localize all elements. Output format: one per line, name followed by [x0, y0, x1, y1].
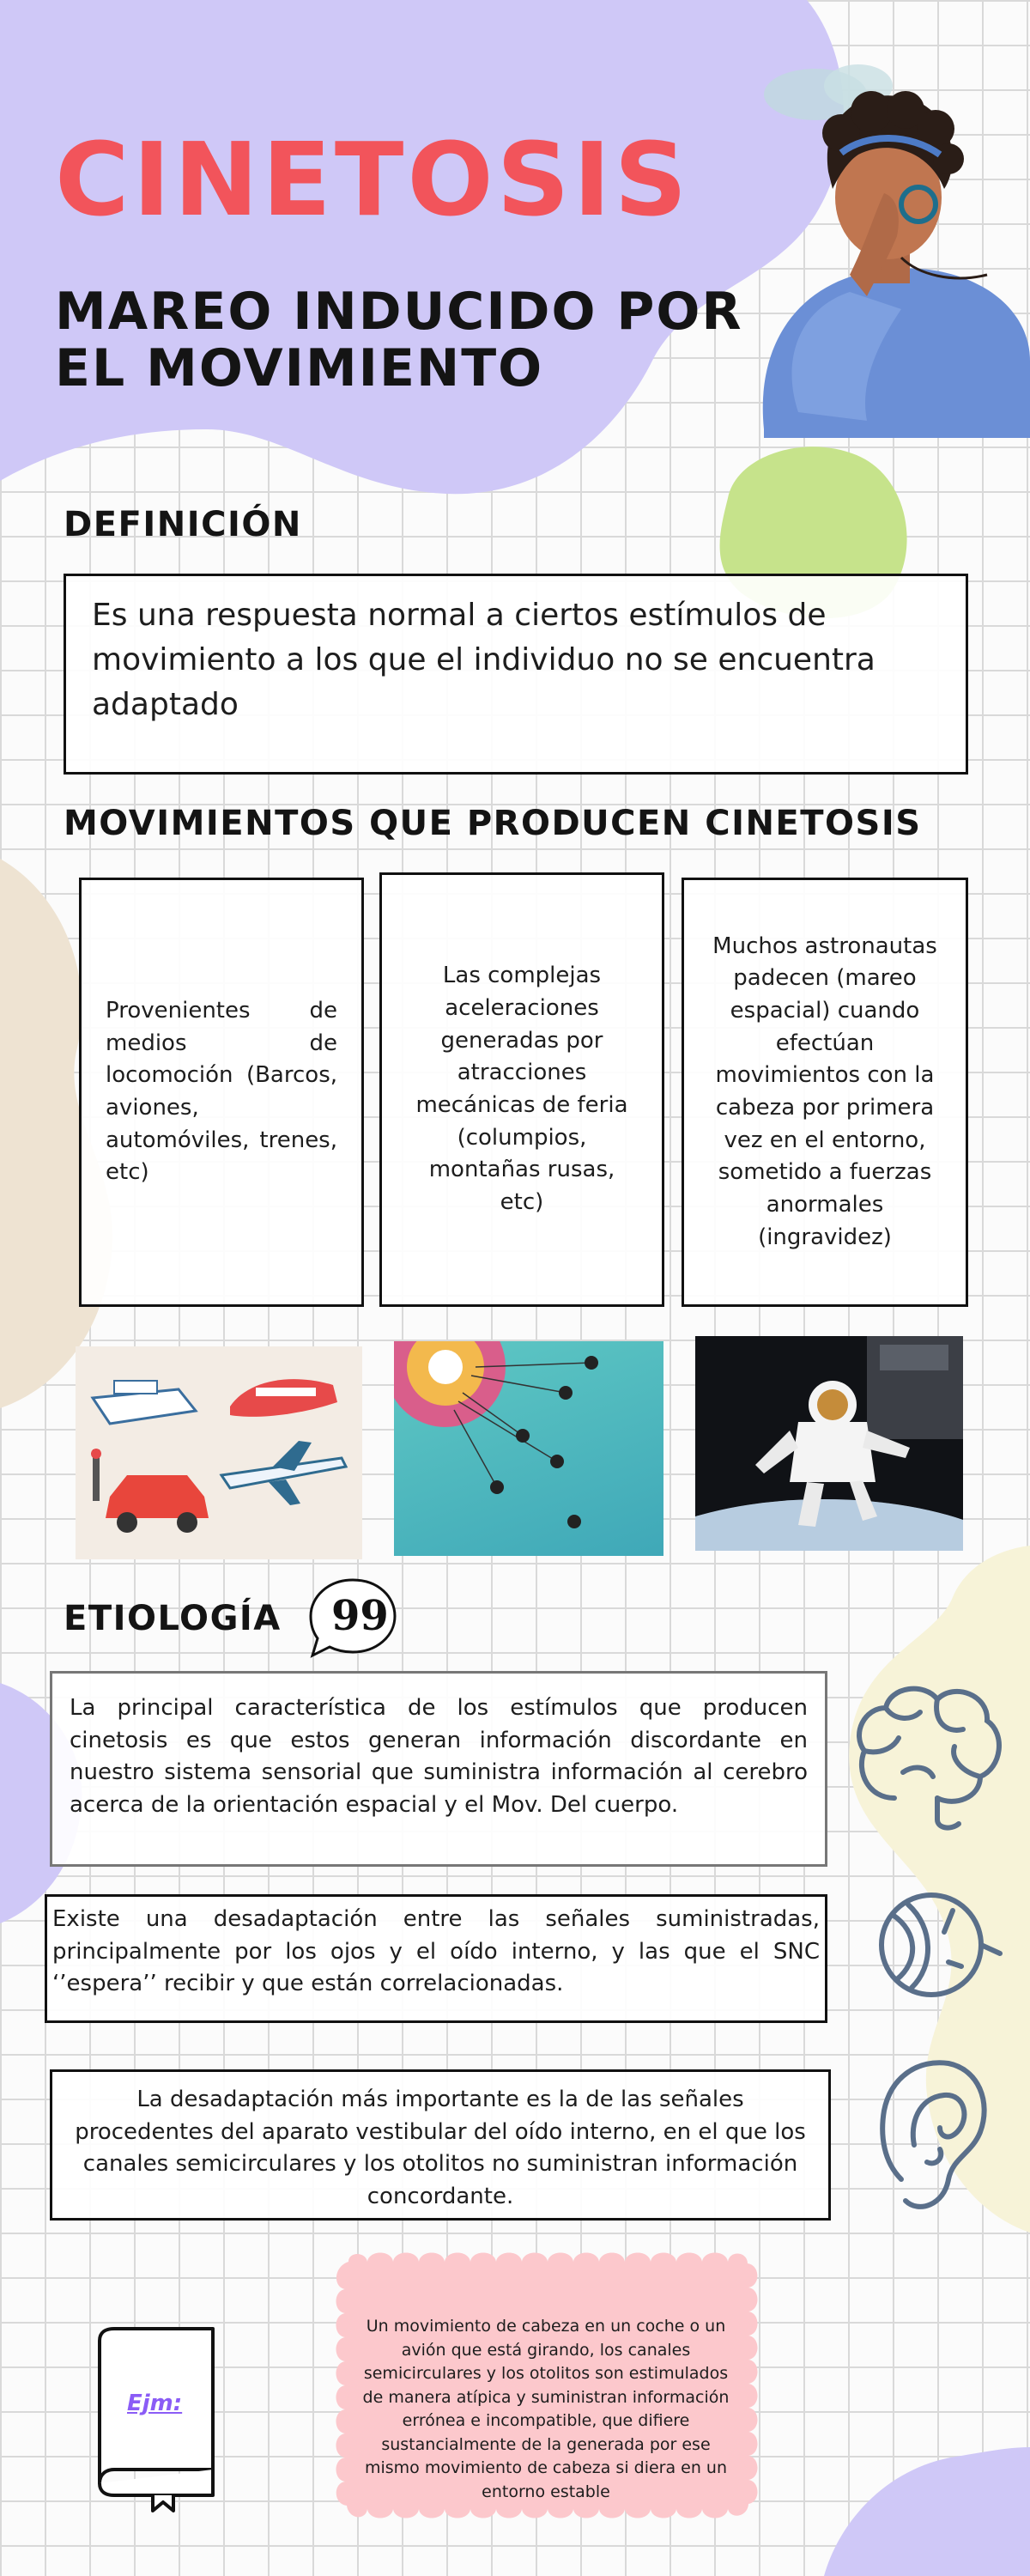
movimiento-card-2 — [379, 872, 664, 1307]
etiologia-paragraph-3: La desadaptación más importante es la de las señales procedentes del aparato vestibular del oído interno, en el que los canales semicirculares y los otolitos no suministran información concordante. — [75, 2087, 806, 2210]
eye-icon — [858, 1880, 1004, 2009]
definicion-heading: DEFINICIÓN — [64, 505, 302, 544]
movimiento-card-2-text: Las complejas aceleraciones generadas por atracciones mecánicas de feria (columpios, montañas rusas, etc) — [415, 963, 628, 1216]
movimiento-card-3-text: Muchos astronautas padecen (mareo espacial) cuando efectúan movimientos con la cabeza por primera vez en el entorno, sometido a fuerzas anormales (ingravidez) — [712, 933, 937, 1250]
etiologia-box-2 — [45, 1894, 827, 2023]
etiologia-box-1 — [50, 1671, 827, 1867]
speech-bubble-icon — [306, 1573, 400, 1659]
swing-ride-photo — [394, 1341, 663, 1556]
example-label: Ejm: — [127, 2391, 183, 2416]
page-title: CINETOSIS — [55, 120, 691, 239]
dizzy-person-illustration — [747, 52, 1030, 438]
example-text: Un movimiento de cabeza en un coche o un avión que está girando, los canales semicirculares y los otolitos son estimulados de manera atípica y suministran información errónea e incompatible, que difiere sustancialmente de la generada por ese mismo movimiento de cabeza si diera en un entorno estable — [362, 2317, 730, 2501]
brain-icon — [843, 1669, 1011, 1838]
etiologia-heading: ETIOLOGÍA — [64, 1599, 282, 1638]
etiologia-paragraph-1: La principal característica de los estímulos que producen cinetosis es que estos generan información discordante en nuestro sistema sensorial que suministra información al cerebro acerca de la orientación espacial y el Mov. Del cuerpo. — [70, 1695, 808, 1819]
movimiento-card-1 — [79, 878, 364, 1307]
ear-icon — [867, 2050, 996, 2222]
lavender-blob-bottom — [824, 2447, 1030, 2576]
definicion-text: Es una respuesta normal a ciertos estímulos de movimiento a los que el individuo no se encuentra adaptado — [92, 598, 876, 723]
etiologia-box-3 — [50, 2069, 831, 2221]
movimiento-card-1-text: Provenientes de medios de locomoción (Barcos, aviones, automóviles, trenes, etc) — [106, 997, 337, 1186]
definicion-box — [64, 574, 968, 775]
book-icon — [84, 2324, 230, 2512]
etiologia-paragraph-2: Existe una desadaptación entre las señales suministradas, principalmente por los ojos y el oído interno, y las que el SNC ‘’espera’’ recibir y que están correlacionadas. — [52, 1906, 820, 1997]
svg-text:99: 99 — [331, 1592, 389, 1640]
movimiento-card-3 — [682, 878, 968, 1307]
movimientos-heading: MOVIMIENTOS QUE PRODUCEN CINETOSIS — [64, 804, 922, 843]
astronaut-photo — [695, 1336, 963, 1551]
transport-illustration — [76, 1346, 362, 1559]
page-subtitle: MAREO INDUCIDO POR EL MOVIMIENTO — [55, 282, 743, 398]
